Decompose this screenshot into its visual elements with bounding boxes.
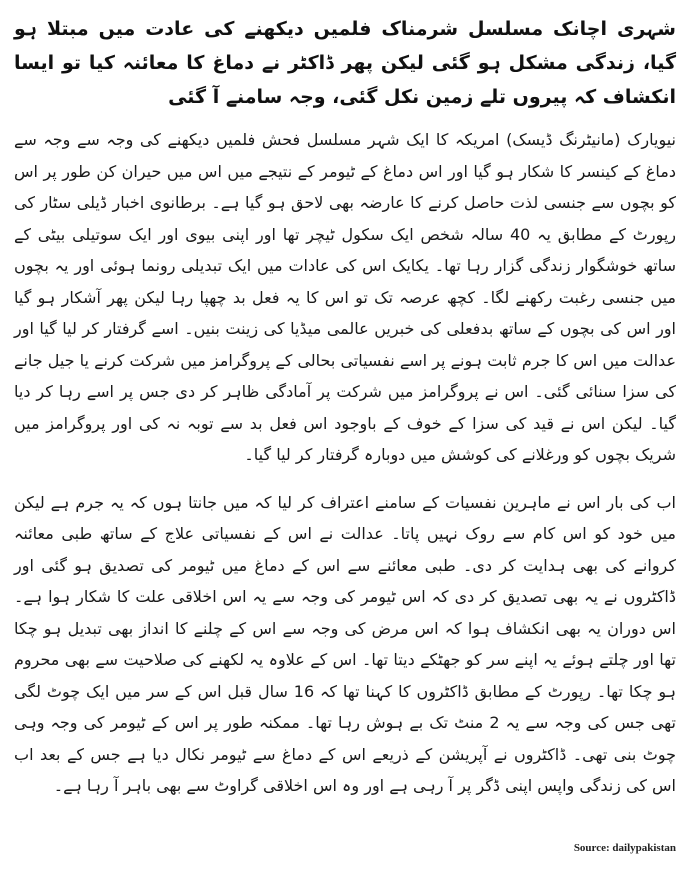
- article-paragraph-1: نیویارک (مانیٹرنگ ڈیسک) امریکہ کا ایک شہر مسلسل فحش فلمیں دیکھنے کی وجہ سے وجہ سے دماغ کے کینسر کا شکار ہو گیا اور اس دماغ کے ٹیومر کے نتیجے میں اس میں حیران کن طور پر اس کو بچوں سے جنسی لذت حاصل کرنے کا عارضہ بھی لاحق ہو گیا ہے۔ برطانوی اخبار ڈیلی سٹار کی رپورٹ کے مطابق یہ 40 سالہ شخص ایک سکول ٹیچر تھا اور اپنی بیوی اور ایک سوتیلی بیٹی کے ساتھ خوشگوار زندگی گزار رہا تھا۔ یکایک اس کی عادات میں ایک تبدیلی رونما ہوئی اور یہ بچوں میں جنسی رغبت رکھنے لگا۔ کچھ عرصہ تک تو اس کا یہ فعل بد چھپا رہا لیکن پھر آشکار ہو گیا اور اس کی بچوں کے ساتھ بدفعلی کی خبریں عالمی میڈیا کی زینت بنیں۔ اسے گرفتار کر لیا گیا اور عدالت میں اس کا جرم ثابت ہونے پر اسے نفسیاتی بحالی کے پروگرامز میں شرکت کرنے یا جیل جانے کی سزا سنائی گئی۔ اس نے پروگرامز میں شرکت پر آمادگی ظاہر کر دی جس پر اسے رہا کر دیا گیا۔ لیکن اس نے قید کی سزا کے خوف کے باوجود اس فعل بد سے توبہ نہ کی اور پروگرامز میں شریک بچوں کو ورغلانے کی کوشش میں دوبارہ گرفتار کر لیا گیا۔: [14, 130, 677, 464]
- article-paragraph-2: اب کی بار اس نے ماہرین نفسیات کے سامنے اعتراف کر لیا کہ میں جانتا ہوں کہ یہ جرم ہے لیکن میں خود کو اس کام سے روک نہیں پاتا۔ عدالت نے اس کے نفسیاتی علاج کے ساتھ طبی معائنہ کروانے کی بھی ہدایت کر دی۔ طبی معائنے سے اس کے دماغ میں ٹیومر کی تصدیق ہو گئی اور ڈاکٹروں نے یہ بھی تصدیق کر دی کہ اس ٹیومر کی وجہ سے یہ اس اخلاقی علت کا شکار ہوا ہے۔ اس دوران یہ بھی انکشاف ہوا کہ اس مرض کی وجہ سے اس کے چلنے کا انداز بھی تبدیل ہو چکا تھا اور چلتے ہوئے یہ اپنے سر کو جھٹکے دیتا تھا۔ اس کے علاوہ یہ لکھنے کی صلاحیت سے بھی محروم ہو چکا تھا۔ رپورٹ کے مطابق ڈاکٹروں کا کہنا تھا کہ 16 سال قبل اس کے سر میں ایک چوٹ لگی تھی جس کی وجہ سے یہ 2 منٹ تک بے ہوش رہا تھا۔ ممکنہ طور پر اس کے ٹیومر کی وجہ وہی چوٹ بنی تھی۔ ڈاکٹروں نے آپریشن کے ذریعے اس کے دماغ سے ٹیومر نکال دیا ہے جس کے بعد اب اس کی زندگی واپس اپنی ڈگر پر آ رہی ہے اور وہ اس اخلاقی گراوٹ سے بھی باہر آ رہا ہے۔: [14, 492, 677, 795]
- article: [14, 12, 676, 816]
- article-headline: شہری اچانک مسلسل شرمناک فلمیں دیکھنے کی عادت میں مبتلا ہو گیا، زندگی مشکل ہو گئی لیکن پھر ڈاکٹر نے دماغ کا معائنہ کیا تو ایسا انکشاف کہ پیروں تلے زمین نکل گئی، وجہ سامنے آ گئی: [14, 18, 676, 108]
- source-credit: Source: dailypakistan: [573, 842, 676, 854]
